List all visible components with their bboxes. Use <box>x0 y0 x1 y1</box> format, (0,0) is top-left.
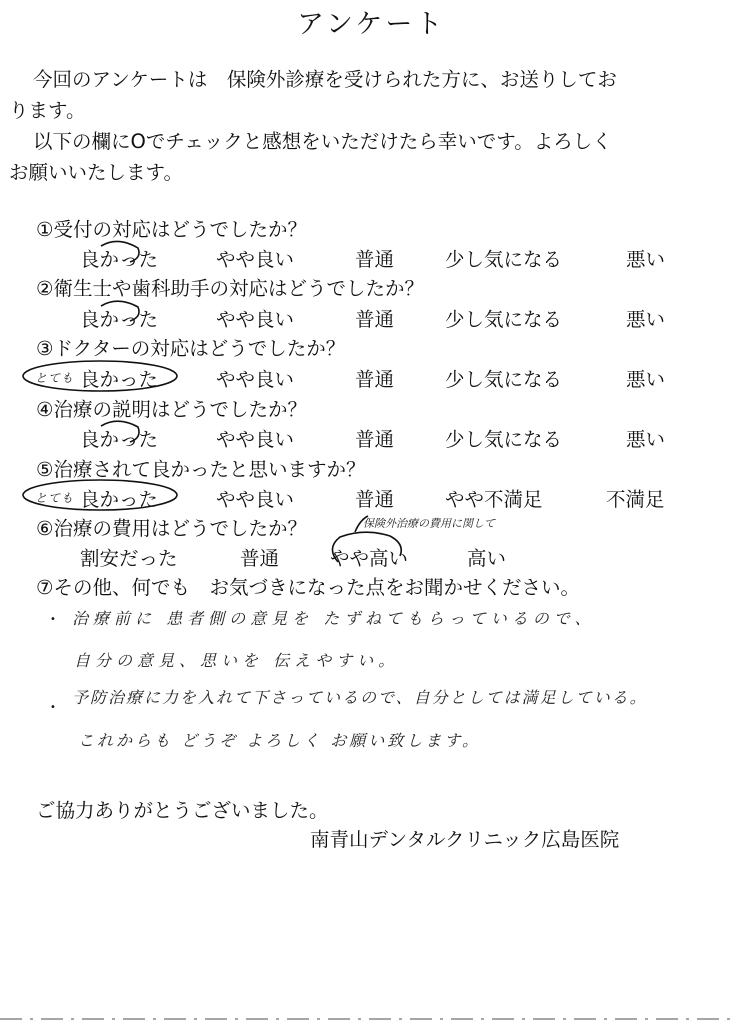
bullet-icon: • <box>50 702 56 713</box>
clinic-name: 南青山デンタルクリニック広島医院 <box>310 828 620 851</box>
option-q5-4: やや不満足 <box>445 488 543 511</box>
question-3: ③ドクターの対応はどうでしたか？ <box>36 337 346 360</box>
intro-line: ります。 <box>9 99 86 122</box>
option-q6-1: 割安だった <box>80 547 178 570</box>
option-q5-1: 良かった <box>80 488 159 511</box>
handwritten-note-totemo: とても <box>35 491 75 505</box>
intro-line: お願いいたします。 <box>9 161 183 184</box>
option-q2-5: 悪い <box>626 308 666 331</box>
intro-line: 以下の欄にOでチェックと感想をいただけたら幸いです。よろしく <box>33 130 612 153</box>
thanks-message: ご協力ありがとうございました。 <box>36 799 329 822</box>
page-title: アンケート <box>297 9 446 40</box>
question-7: ⑦その他、何でも お気づきになった点をお聞かせください。 <box>36 576 580 599</box>
option-q4-3: 普通 <box>355 428 395 451</box>
option-q2-4: 少し気になる <box>445 308 563 331</box>
comment-2-line-1: 予防治療に力を入れて下さっているので、自分としては満足している。 <box>72 688 648 707</box>
option-q5-2: やや良い <box>216 488 295 511</box>
option-q3-1: 良かった <box>80 368 159 391</box>
bullet-icon: • <box>50 614 56 625</box>
option-q3-3: 普通 <box>355 368 395 391</box>
option-q2-2: やや良い <box>216 308 295 331</box>
option-q4-5: 悪い <box>626 428 666 451</box>
handwritten-note-totemo: とても <box>35 371 75 385</box>
option-q5-3: 普通 <box>355 488 395 511</box>
option-q1-2: やや良い <box>216 248 295 271</box>
option-q6-4: 高い <box>467 547 507 570</box>
option-q3-4: 少し気になる <box>445 368 563 391</box>
question-5: ⑤治療されて良かったと思いますか？ <box>36 458 366 481</box>
option-q2-1: 良かった <box>80 308 159 331</box>
option-q1-5: 悪い <box>626 248 666 271</box>
comment-2-line-2: これからも どうぞ よろしく お願い致します。 <box>78 731 481 750</box>
option-q4-2: やや良い <box>216 428 295 451</box>
option-q1-4: 少し気になる <box>445 248 563 271</box>
comment-1-line-2: 自分の意見、思いを 伝えやすい。 <box>74 651 400 670</box>
intro-line: 今回のアンケートは 保険外診療を受けられた方に、お送りしてお <box>33 68 617 91</box>
option-q2-3: 普通 <box>355 308 395 331</box>
option-q3-2: やや良い <box>216 368 295 391</box>
option-q5-5: 不満足 <box>606 488 665 511</box>
option-q1-1: 良かった <box>80 248 159 271</box>
question-1: ①受付の対応はどうでしたか？ <box>36 218 307 241</box>
question-6: ⑥治療の費用はどうでしたか？ <box>36 517 307 540</box>
option-q6-2: 普通 <box>240 547 280 570</box>
option-q6-3: やや高い <box>330 547 409 570</box>
question-4: ④治療の説明はどうでしたか？ <box>36 398 307 421</box>
option-q4-1: 良かった <box>80 428 159 451</box>
intro-paragraph-1 <box>9 64 719 188</box>
option-q3-5: 悪い <box>626 368 666 391</box>
option-q4-4: 少し気になる <box>445 428 563 451</box>
comment-1-line-1: 治療前に 患者側の意見を たずねてもらっているので、 <box>72 609 596 628</box>
question-2: ②衛生士や歯科助手の対応はどうでしたか？ <box>36 277 424 300</box>
option-q1-3: 普通 <box>355 248 395 271</box>
handwritten-note-cost: 保険外治療の費用に関して <box>363 517 495 530</box>
